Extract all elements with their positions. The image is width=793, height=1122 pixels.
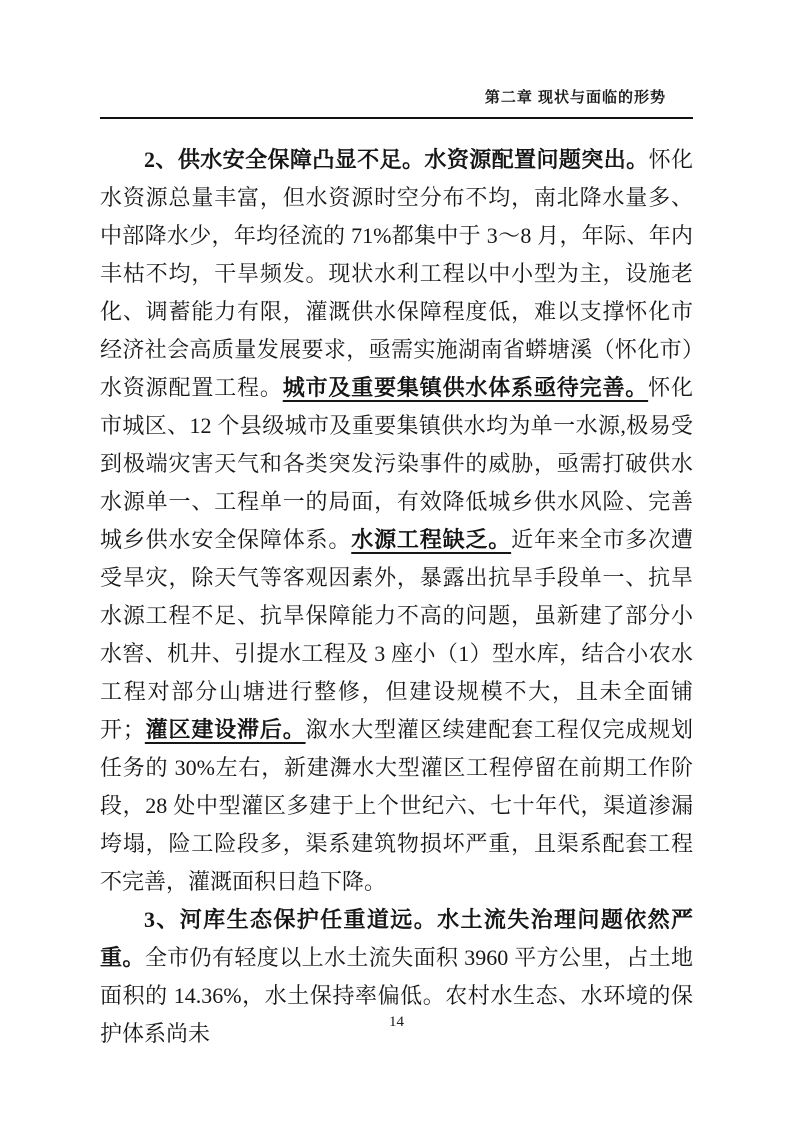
text-run-bold: 2、供水安全保障凸显不足。水资源配置问题突出。	[144, 147, 649, 172]
text-run-bold: 3、河库生态保护任重道远。水土流失治理问题依然严重。	[100, 907, 693, 970]
text-run-normal: 怀化市城区、12 个县级城市及重要集镇供水均为单一水源,极易受到极端灾害天气和各类突发污染事件的威胁，亟需打破供水水源单一、工程单一的局面，有效降低城乡供水风险、完善城乡供水安全保障体系。	[100, 375, 693, 552]
text-run-normal: 怀化水资源总量丰富，但水资源时空分布不均，南北降水量多、中部降水少，年均径流的 71%都集中于 3～8 月，年际、年内丰枯不均，干旱频发。现状水利工程以中小型为主，设施老化、调蓄能力有限，灌溉供水保障程度低，难以支撑怀化市经济社会高质量发展要求，亟需实施湖南省蟒塘溪（怀化市）水资源配置工程。	[100, 147, 693, 400]
text-run-normal: 全市仍有轻度以上水土流失面积 3960 平方公里，占土地面积的 14.36%，水土保持率偏低。农村水生态、水环境的保护体系尚未	[100, 945, 693, 1046]
page-header	[100, 86, 693, 107]
document-body	[100, 141, 693, 1053]
text-run-normal: 溆水大型灌区续建配套工程仅完成规划任务的 30%左右，新建㵲水大型灌区工程停留在前期工作阶段，28 处中型灌区多建于上个世纪六、七十年代，渠道渗漏垮塌，险工险段多，渠系建筑物损坏严重，且渠系配套工程不完善，灌溉面积日趋下降。	[100, 717, 693, 894]
header-rule	[100, 117, 693, 119]
page-number: 14	[389, 1014, 404, 1030]
text-run-normal: 近年来全市多次遭受旱灾，除天气等客观因素外，暴露出抗旱手段单一、抗旱水源工程不足、抗旱保障能力不高的问题，虽新建了部分小水窖、机井、引提水工程及 3 座小（1）型水库，结合小农水工程对部分山塘进行整修，但建设规模不大，且未全面铺开；	[100, 527, 693, 742]
chapter-heading: 第二章 现状与面临的形势	[484, 89, 666, 106]
text-run-bold-underline: 灌区建设滞后。	[144, 717, 306, 742]
text-run-bold-underline: 城市及重要集镇供水体系亟待完善。	[282, 375, 649, 400]
text-run-bold-underline: 水源工程缺乏。	[351, 527, 512, 552]
page-footer	[0, 1013, 793, 1031]
paragraph-water-supply-security	[100, 141, 693, 901]
